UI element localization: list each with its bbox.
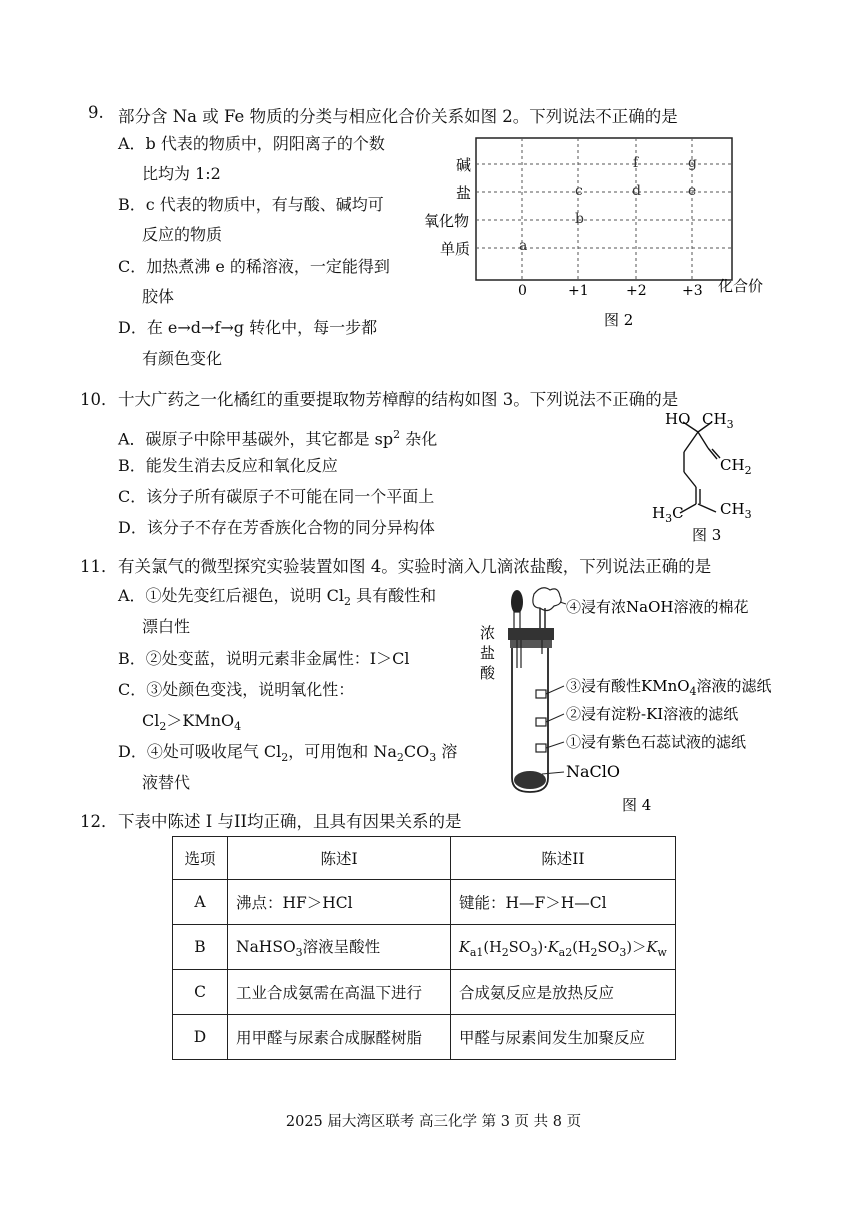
q11-option-d-line2: 液替代 bbox=[142, 773, 191, 792]
table-header-statement-2: 陈述II bbox=[451, 837, 676, 880]
methyl-right-label: $CH_3$ bbox=[720, 500, 752, 521]
q10-option-a: A．碳原子中除甲基碳外，其它都是 $sp^2$ 杂化 bbox=[118, 428, 438, 449]
label-4-naoh-cotton: ④浸有浓NaOH溶液的棉花 bbox=[566, 598, 749, 616]
figure-3-caption: 图 3 bbox=[692, 526, 722, 544]
q10-option-b: B．能发生消去反应和氧化反应 bbox=[118, 456, 338, 475]
table-row bbox=[173, 925, 676, 970]
q9-option-c-line1: C．加热煮沸 e 的稀溶液，一定能得到 bbox=[118, 257, 390, 276]
q11-stem: 有关氯气的微型探究实验装置如图 4。实验时滴入几滴浓盐酸，下列说法正确的是 bbox=[118, 557, 712, 576]
q9-option-a-line2: 比均为 1:2 bbox=[142, 164, 221, 183]
x-tick-0: 0 bbox=[518, 283, 527, 299]
q12-stem: 下表中陈述 I 与II均正确，且具有因果关系的是 bbox=[118, 812, 462, 831]
q9-number: 9. bbox=[88, 103, 104, 122]
figure-4-apparatus bbox=[472, 582, 802, 822]
row-a-statement-2: 键能：H—F＞H—Cl bbox=[451, 880, 676, 925]
q11-option-c-line1: C．③处颜色变浅，说明氧化性： bbox=[118, 680, 355, 699]
q9-option-a-line1: A．b 代表的物质中，阴阳离子的个数 bbox=[118, 134, 385, 153]
q11-option-d-line1: D．④处可吸收尾气 $Cl_2$，可用饱和 $Na_2CO_3$ 溶 bbox=[118, 742, 458, 765]
label-1-litmus-paper: ①浸有紫色石蕊试液的滤纸 bbox=[566, 733, 747, 751]
acid-label-1: 浓 bbox=[480, 624, 496, 642]
row-c-statement-1: 工业合成氨需在高温下进行 bbox=[228, 970, 451, 1015]
row-b-statement-1: NaHSO$_3$溶液呈酸性 bbox=[228, 925, 451, 970]
vinyl-ch2-label: $CH_2$ bbox=[720, 456, 752, 477]
row-c-option: C bbox=[173, 970, 228, 1015]
q9-option-d-line2: 有颜色变化 bbox=[142, 349, 223, 368]
page-footer: 2025 届大湾区联考 高三化学 第 3 页 共 8 页 bbox=[285, 1114, 582, 1130]
methyl-left-label: $H_3C$ bbox=[652, 504, 684, 525]
q9-option-d-line1: D．在 e→d→f→g 转化中，每一步都 bbox=[118, 318, 378, 337]
table-header-statement-1: 陈述I bbox=[228, 837, 451, 880]
q12-table bbox=[172, 836, 676, 1060]
row-d-statement-1: 用甲醛与尿素合成脲醛树脂 bbox=[228, 1015, 451, 1060]
q9-option-c-line2: 胶体 bbox=[142, 287, 175, 306]
y-label-element: 单质 bbox=[440, 240, 471, 258]
table-header-row bbox=[173, 837, 676, 880]
naclo-label: NaClO bbox=[566, 762, 621, 781]
point-d: d bbox=[632, 183, 641, 199]
figure-3-linalool-structure bbox=[640, 402, 770, 550]
q11-option-a-line2: 漂白性 bbox=[142, 617, 191, 636]
label-2-starch-ki-paper: ②浸有淀粉-KI溶液的滤纸 bbox=[566, 705, 739, 723]
q9-option-b-line1: B．c 代表的物质中，有与酸、碱均可 bbox=[118, 195, 384, 214]
q9-option-b-line2: 反应的物质 bbox=[142, 225, 223, 244]
figure-4-caption: 图 4 bbox=[622, 796, 652, 814]
table-row bbox=[173, 1015, 676, 1060]
row-d-statement-2: 甲醛与尿素间发生加聚反应 bbox=[451, 1015, 676, 1060]
q11-option-c-line2: $Cl_2>KMnO_4$ bbox=[142, 711, 242, 734]
q11-option-a-line1: A．①处先变红后褪色，说明 $Cl_2$ 具有酸性和 bbox=[118, 586, 437, 609]
hydroxyl-label: HO bbox=[665, 410, 691, 428]
table-header-option: 选项 bbox=[173, 837, 228, 880]
point-b: b bbox=[575, 211, 584, 227]
q11-option-b: B．②处变蓝，说明元素非金属性：I＞Cl bbox=[118, 649, 410, 668]
figure-2-caption: 图 2 bbox=[604, 311, 634, 329]
point-g: g bbox=[688, 155, 697, 171]
x-axis-title: 化合价 bbox=[718, 277, 764, 295]
methyl-top-label: $CH_3$ bbox=[702, 410, 734, 431]
x-tick-plus2: +2 bbox=[626, 283, 647, 299]
point-c: c bbox=[575, 183, 583, 199]
q10-option-d: D．该分子不存在芳香族化合物的同分异构体 bbox=[118, 518, 435, 537]
x-tick-plus3: +3 bbox=[682, 283, 703, 299]
x-tick-plus1: +1 bbox=[568, 283, 589, 299]
q10-stem: 十大广药之一化橘红的重要提取物芳樟醇的结构如图 3。下列说法不正确的是 bbox=[118, 390, 679, 409]
point-a: a bbox=[519, 238, 528, 254]
row-a-option: A bbox=[173, 880, 228, 925]
y-label-oxide: 氧化物 bbox=[424, 212, 470, 230]
table-row bbox=[173, 880, 676, 925]
q12-number: 12． bbox=[80, 812, 118, 831]
q9-stem: 部分含 Na 或 Fe 物质的分类与相应化合价关系如图 2。下列说法不正确的是 bbox=[118, 107, 678, 126]
row-b-statement-2: $K_{a1}(H_2SO_3)\cdot K_{a2}(H_2SO_3)>K_w$ bbox=[451, 925, 676, 970]
figure-2-classification-chart bbox=[420, 128, 780, 333]
q10-option-c: C．该分子所有碳原子不可能在同一个平面上 bbox=[118, 487, 435, 506]
row-d-option: D bbox=[173, 1015, 228, 1060]
acid-label-3: 酸 bbox=[480, 664, 496, 682]
point-f: f bbox=[633, 155, 639, 171]
row-a-statement-1: 沸点：HF＞HCl bbox=[228, 880, 451, 925]
acid-label-2: 盐 bbox=[480, 644, 496, 662]
y-label-salt: 盐 bbox=[456, 184, 472, 202]
row-b-option: B bbox=[173, 925, 228, 970]
q11-number: 11． bbox=[80, 557, 118, 576]
point-e: e bbox=[688, 183, 697, 199]
table-row bbox=[173, 970, 676, 1015]
row-c-statement-2: 合成氨反应是放热反应 bbox=[451, 970, 676, 1015]
q10-number: 10． bbox=[80, 390, 118, 409]
y-label-base: 碱 bbox=[456, 156, 472, 174]
label-3-kmno4-paper: ③浸有酸性KMnO$_4$溶液的滤纸 bbox=[566, 677, 772, 698]
